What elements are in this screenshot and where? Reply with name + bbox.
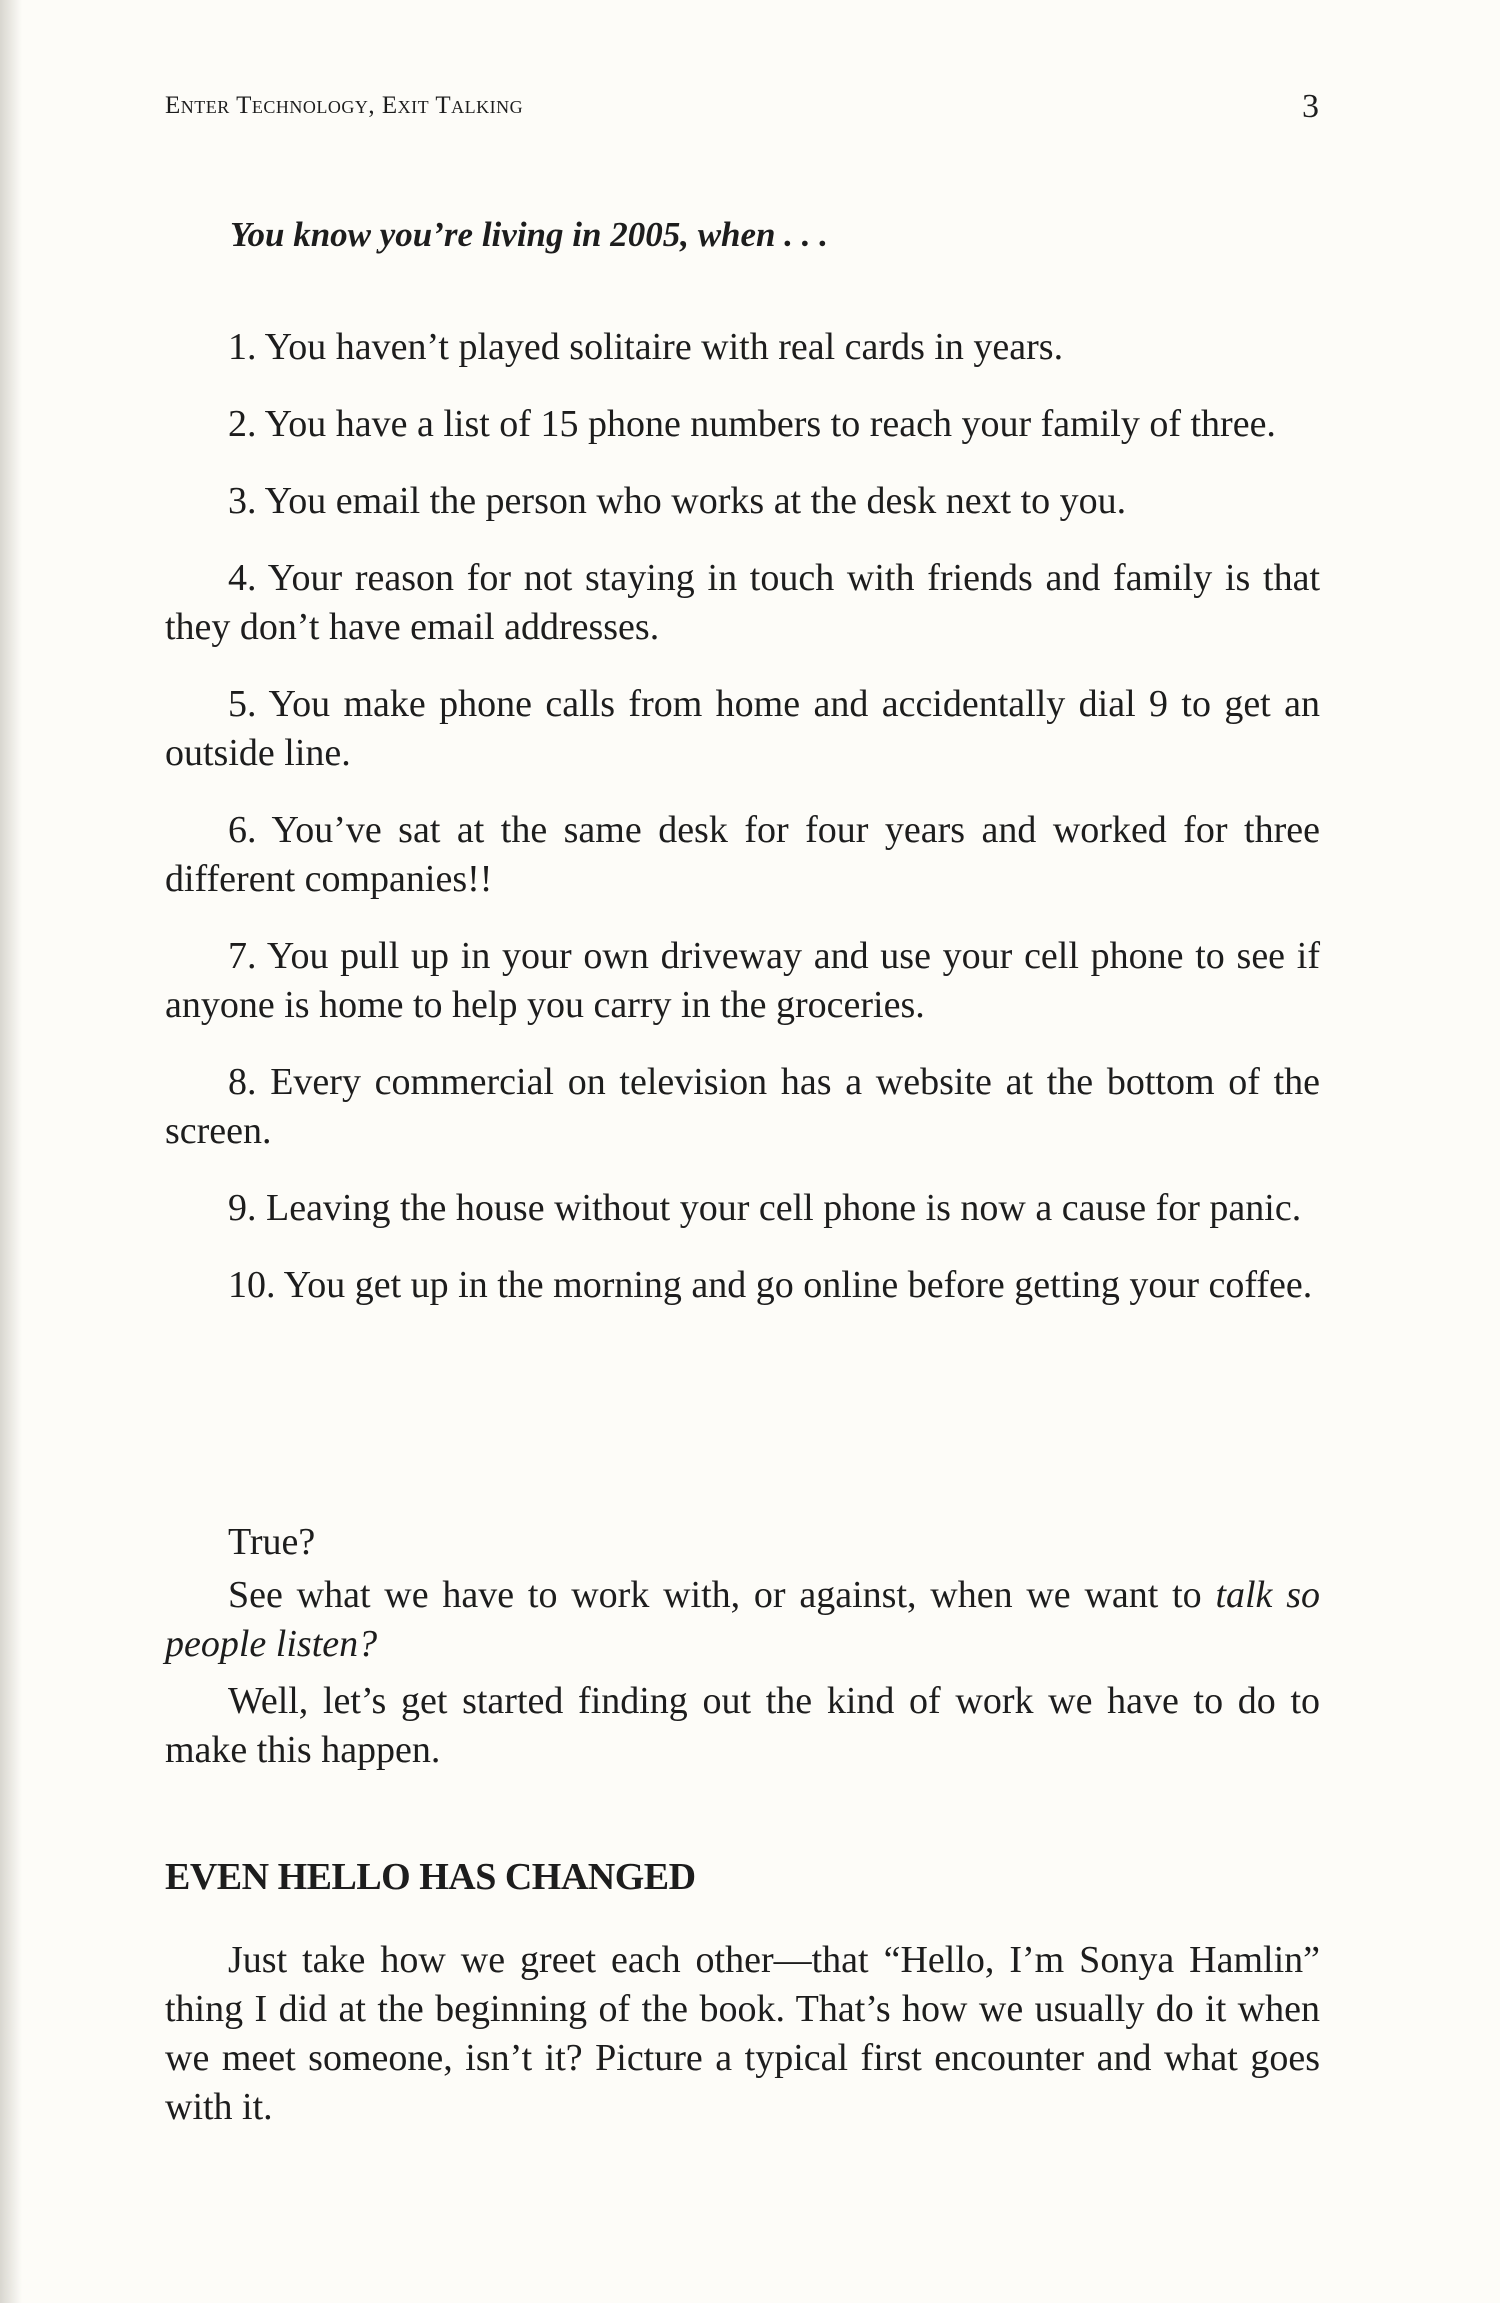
- true-paragraph: True?: [228, 1521, 316, 1563]
- list-item: 7. You pull up in your own driveway and use your cell phone to see if anyone is home to help you carry in the groceries.: [165, 935, 1320, 1026]
- see-what-paragraph: [165, 1571, 1320, 1669]
- list-item: 6. You’ve sat at the same desk for four years and worked for three different companies!!: [165, 809, 1320, 900]
- list-item: 8. Every commercial on television has a website at the bottom of the screen.: [165, 1061, 1320, 1152]
- list-item: 2. You have a list of 15 phone numbers to reach your family of three.: [228, 403, 1276, 445]
- section-paragraph: Just take how we greet each other—that “Hello, I’m Sonya Hamlin” thing I did at the beginning of the book. That’s how we usually do it when we meet someone, isn’t it? Picture a typical first encounter and what goes with it.: [165, 1939, 1320, 2128]
- list-item: 4. Your reason for not staying in touch with friends and family is that they don’t have email addresses.: [165, 557, 1320, 648]
- numbered-list: [165, 323, 1320, 1338]
- well-paragraph: Well, let’s get started finding out the kind of work we have to do to make this happen.: [165, 1680, 1320, 1771]
- see-what-text: See what we have to work with, or against, when we want to: [228, 1574, 1202, 1616]
- page-number: 3: [1302, 88, 1319, 125]
- list-item: 1. You haven’t played solitaire with real cards in years.: [228, 326, 1064, 368]
- list-item: 5. You make phone calls from home and accidentally dial 9 to get an outside line.: [165, 683, 1320, 774]
- page-gutter-shadow: [0, 0, 22, 2303]
- list-item: 9. Leaving the house without your cell phone is now a cause for panic.: [228, 1187, 1302, 1229]
- section-heading: EVEN HELLO HAS CHANGED: [165, 1856, 696, 1898]
- list-lead-line: You know you’re living in 2005, when . . .: [230, 215, 829, 254]
- see-what-italic-text: talk so people listen?: [165, 1574, 1320, 1665]
- list-item: 10. You get up in the morning and go online before getting your coffee.: [228, 1264, 1313, 1306]
- list-item: 3. You email the person who works at the desk next to you.: [228, 480, 1127, 522]
- running-head: Enter Technology, Exit Talking: [165, 92, 524, 119]
